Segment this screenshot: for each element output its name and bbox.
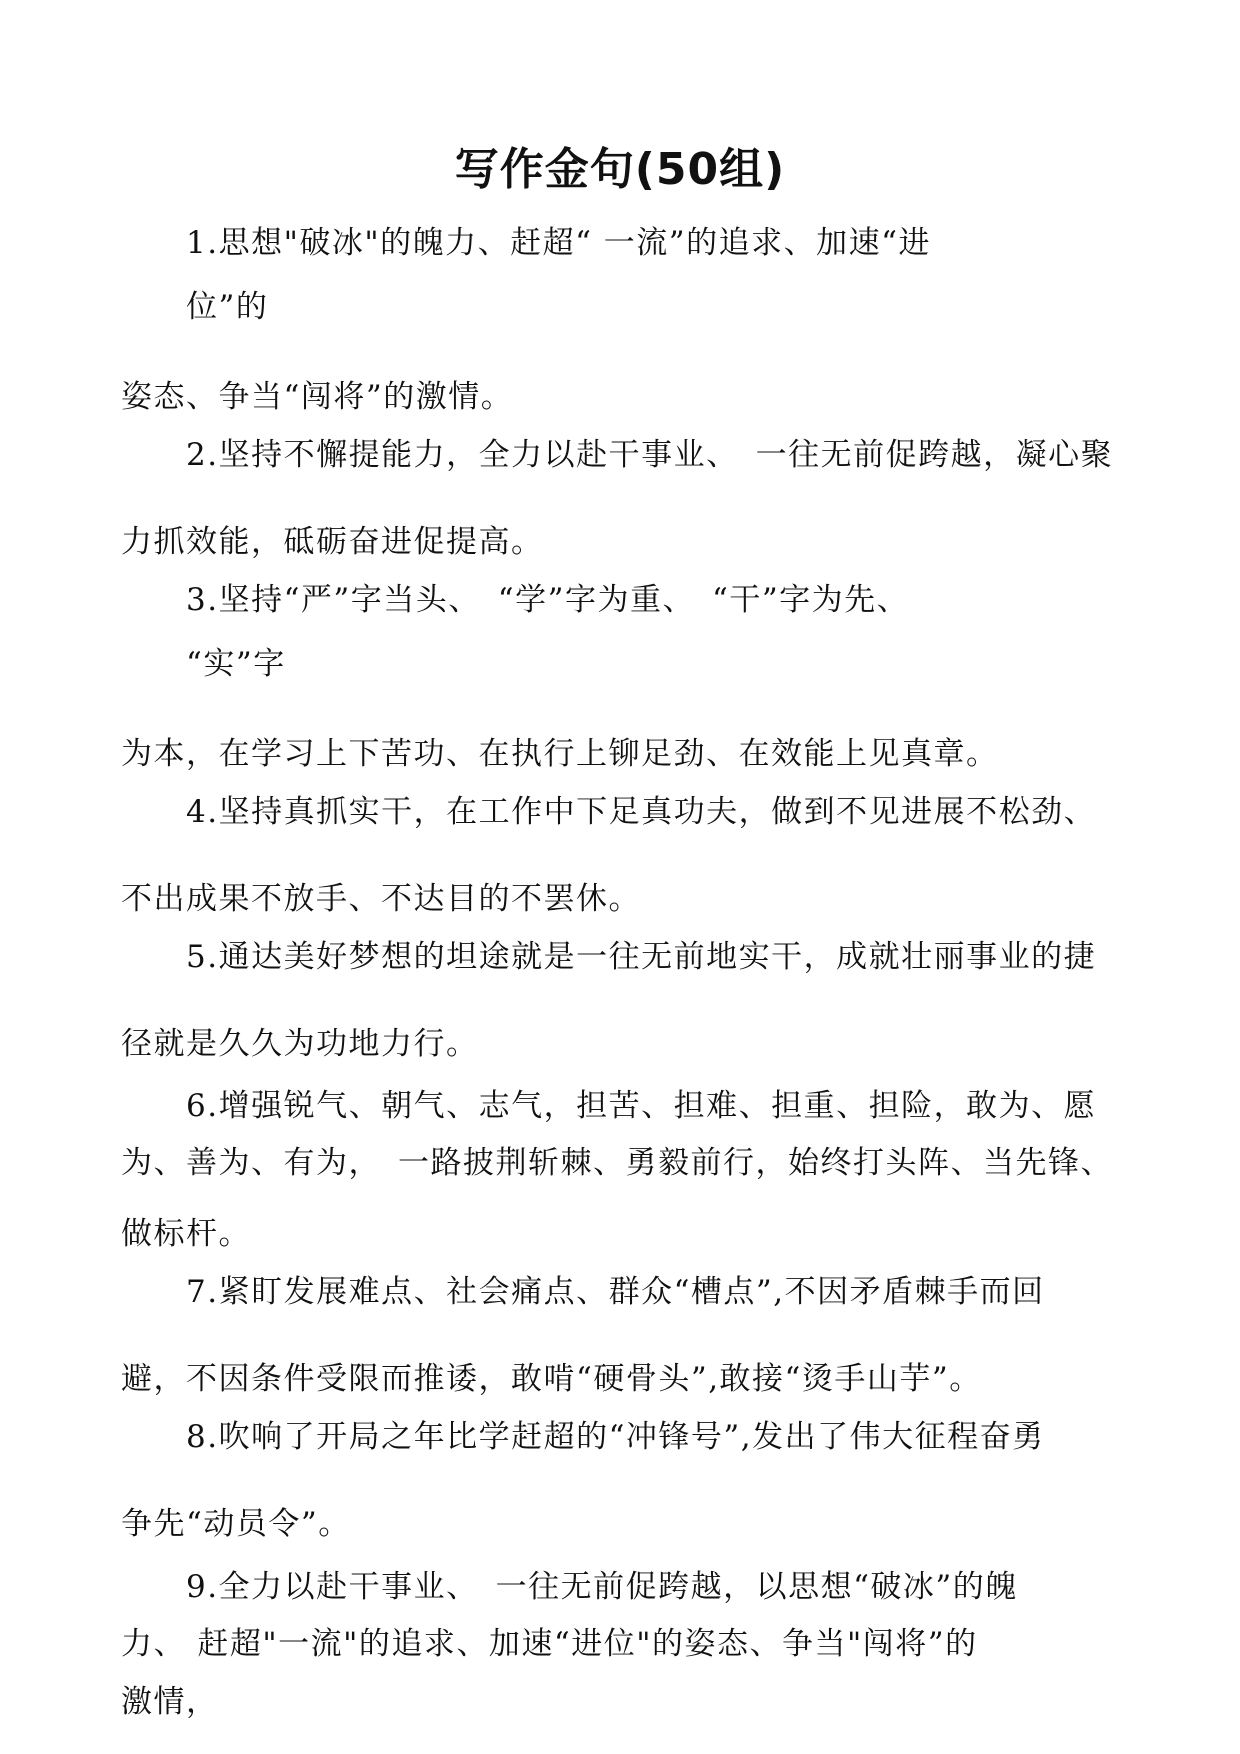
text-line: 2.坚持不懈提能力，全力以赴干事业、 一往无前促跨越，凝心聚 — [186, 437, 1114, 473]
text-line: 径就是久久为功地力行。 — [121, 1026, 479, 1062]
text-line: 7.紧盯发展难点、社会痛点、群众“槽点”,不因矛盾棘手而回 — [186, 1274, 1045, 1310]
text-line: 姿态、争当“闯将”的激情。 — [121, 379, 514, 415]
text-line: 8.吹响了开局之年比学赶超的“冲锋号”,发出了伟大征程奋勇 — [186, 1419, 1045, 1455]
text-line: 不出成果不放手、不达目的不罢休。 — [121, 881, 641, 917]
text-line: 9.全力以赴干事业、 一往无前促跨越，以思想“破冰”的魄 — [186, 1569, 1018, 1605]
text-line: 做标杆。 — [121, 1216, 251, 1252]
text-line: 6.增强锐气、朝气、志气，担苦、担难、担重、担险，敢为、愿 — [186, 1088, 1097, 1124]
text-line: 位”的 — [186, 289, 269, 325]
text-line: 避，不因条件受限而推诿，敢啃“硬骨头”,敢接“烫手山芋”。 — [121, 1361, 982, 1397]
text-line: “实”字 — [186, 646, 286, 682]
text-line: 争先“动员令”。 — [121, 1506, 351, 1542]
text-line: 为、善为、有为， 一路披荆斩棘、勇毅前行，始终打头阵、当先锋、 — [121, 1145, 1113, 1181]
text-line: 为本，在学习上下苦功、在执行上铆足劲、在效能上见真章。 — [121, 736, 999, 772]
text-line: 4.坚持真抓实干，在工作中下足真功夫，做到不见进展不松劲、 — [186, 794, 1097, 830]
text-line: 3.坚持“严”字当头、 “学”字为重、 “干”字为先、 — [186, 582, 910, 618]
text-line: 力抓效能，砥砺奋进促提高。 — [121, 524, 544, 560]
text-line: 激情， — [121, 1684, 219, 1720]
document-title: 写作金句(50组) — [454, 144, 786, 195]
text-line: 5.通达美好梦想的坦途就是一往无前地实干，成就壮丽事业的捷 — [186, 939, 1097, 975]
text-line: 力、 赶超"一流"的追求、加速“进位"的姿态、争当"闯将”的 — [121, 1626, 978, 1662]
text-line: 1.思想"破冰"的魄力、赶超“ 一流”的追求、加速“进 — [186, 225, 931, 261]
